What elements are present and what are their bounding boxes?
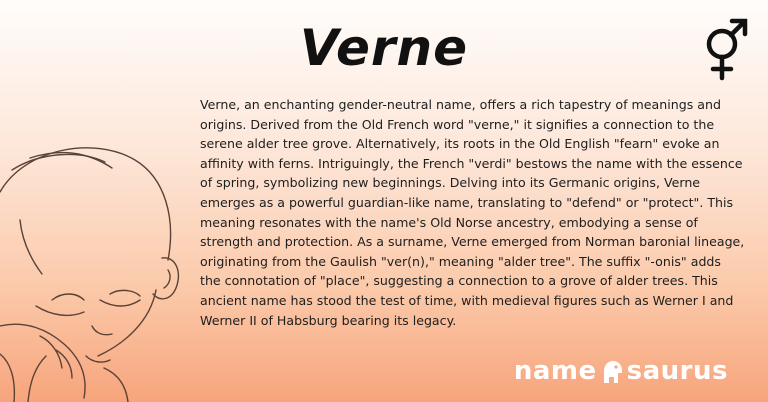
name-description: Verne, an enchanting gender-neutral name, offers a rich tapestry of meanings and origins. Derived from the Old French word "verne," it signifies a connection to the serene alder tree grove. Alternatively, its roots in the Old English "fearn" evoke an affinity with ferns. Intriguingly, the French "verdi" bestows the name with the essence of spring, symbolizing new beginnings. Delving into its Germanic origins, Verne emerges as a powerful guardian-like name, translating to "defend" or "protect". This meaning resonates with the name's Old Norse ancestry, embodying a sense of strength and protection. As a surname, Verne emerged from Norman baronial lineage, originating from the Gaulish "ver(n)," meaning "alder tree". The suffix "-onis" adds the connotation of "place", suggesting a connection to a grove of alder trees. This ancient name has stood the test of time, with medieval figures such as Werner I and Werner II of Habsburg bearing its legacy.: [200, 97, 745, 328]
namesaurus-logo[interactable]: [514, 354, 728, 388]
gender-neutral-icon: [700, 14, 752, 82]
baby-illustration: [0, 130, 210, 402]
logo-text-saurus: saurus: [626, 356, 728, 386]
name-title: Verne: [299, 19, 469, 77]
logo-text-name: name: [513, 356, 597, 386]
dinosaur-icon: [598, 357, 626, 385]
